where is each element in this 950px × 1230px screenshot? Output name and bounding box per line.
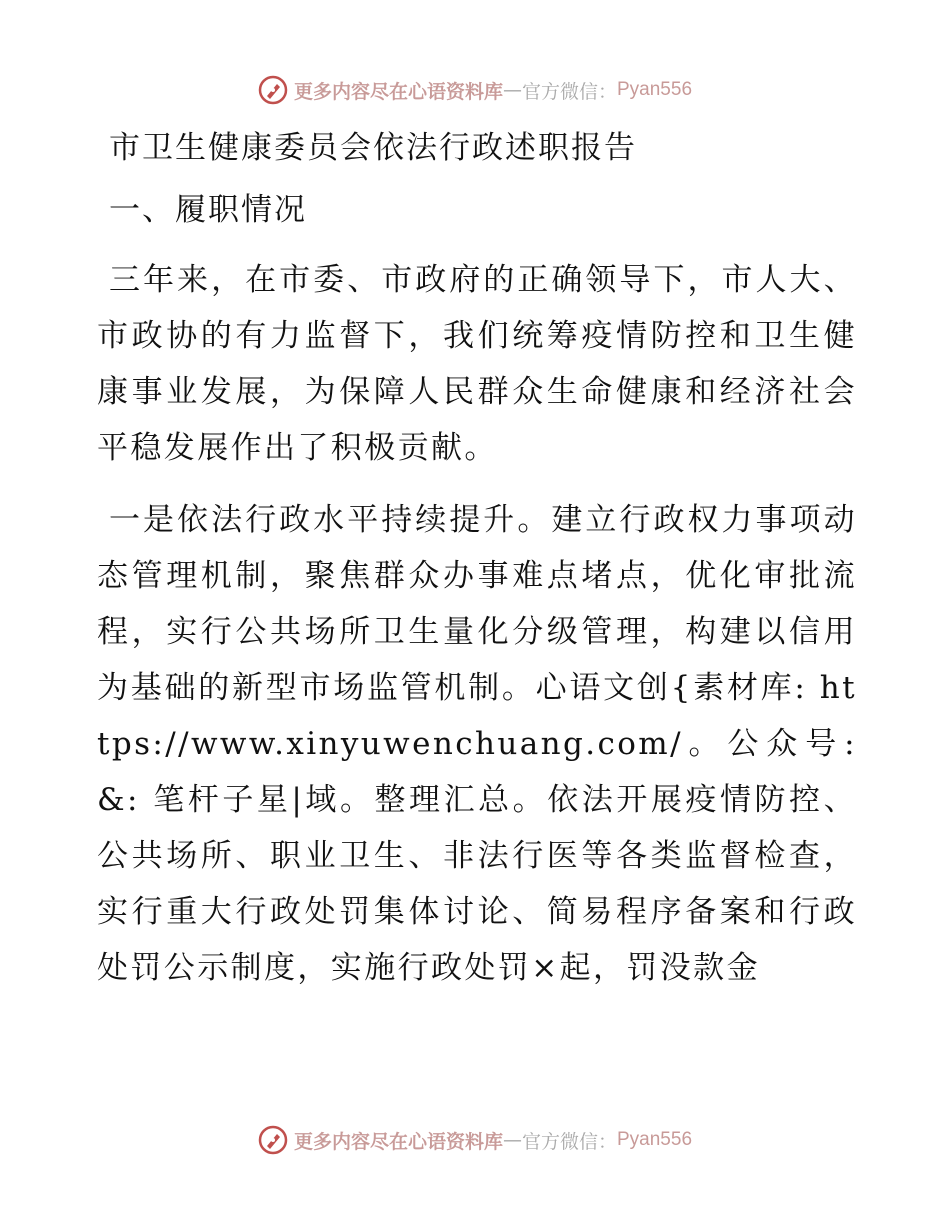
watermark-contact-id: Pyan556 [617,79,693,100]
pen-nib-logo-icon [258,75,288,105]
document-title: 市卫生健康委员会依法行政述职报告 [109,130,637,166]
pen-nib-logo-icon [258,1125,288,1155]
watermark-separator: — [502,1129,522,1151]
watermark-separator: — [502,79,522,101]
document-body [97,120,857,1012]
paragraph-rule-of-law: 一是依法行政水平持续提升。建立行政权力事项动态管理机制，聚焦群众办事难点堵点，优化审批流程，实行公共场所卫生量化分级管理，构建以信用为基础的新型市场监管机制。心语文创{素材库: https://www.xinyuwenchuang.com/。公众号:&: 笔杆子星|域。整理汇总。依法开展疫情防控、公共场所、职业卫生、非法行医等各类监督检查，实行重大行政处罚集体讨论、简易程序备案和行政处罚公示制度，实施行政处罚×起，罚没款金 [97,502,857,986]
watermark-text: 更多内容尽在心语资料库 [293,80,503,103]
watermark-contact-label: 官方微信： [521,80,617,103]
watermark-contact-label: 官方微信： [521,1130,617,1153]
header-watermark-banner [0,70,950,110]
section-heading: 一、履职情况 [109,192,307,228]
footer-watermark-banner [0,1120,950,1160]
watermark-text: 更多内容尽在心语资料库 [293,1130,503,1153]
paragraph-overview: 三年来，在市委、市政府的正确领导下，市人大、市政协的有力监督下，我们统筹疫情防控和卫生健康事业发展，为保障人民群众生命健康和经济社会平稳发展作出了积极贡献。 [97,262,857,466]
watermark-contact-id: Pyan556 [617,1129,693,1150]
